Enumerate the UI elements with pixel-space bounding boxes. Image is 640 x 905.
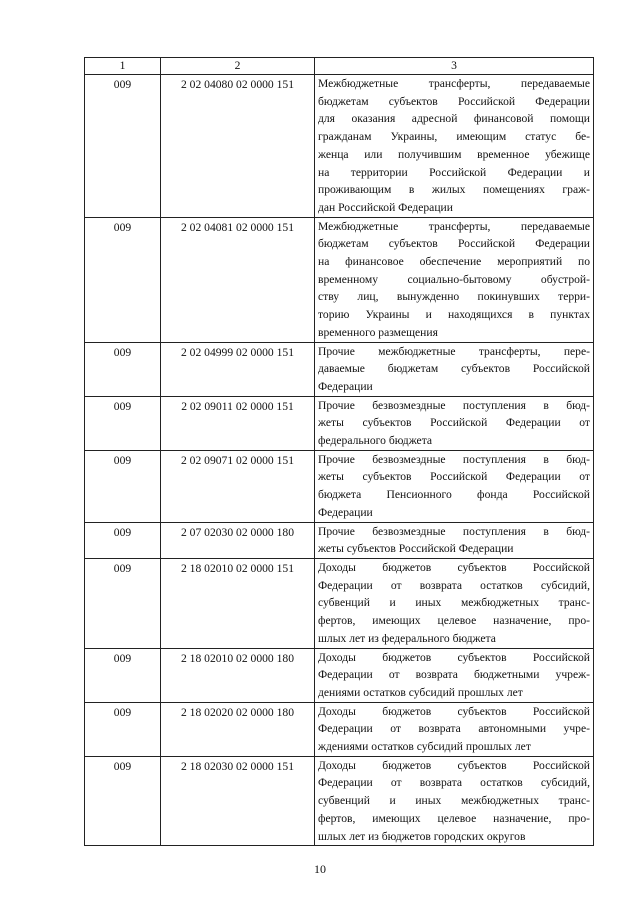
description-line: бюджетам субъектов Российской Федерации: [318, 94, 590, 108]
description-line: для оказания адресной финансовой помощи: [318, 112, 590, 126]
revenue-code-cell: 2 02 09011 02 0000 151: [161, 396, 315, 450]
table-row: [85, 450, 594, 522]
description-line: гражданам Украины, имеющим статус бе-: [318, 130, 590, 144]
description-line: ству лиц, вынужденно покинувших терри-: [318, 290, 590, 304]
revenue-code-cell: 2 18 02030 02 0000 151: [161, 756, 315, 846]
revenue-code-cell: 2 02 04081 02 0000 151: [161, 217, 315, 342]
description-line: Доходы бюджетов субъектов Российской: [318, 650, 590, 664]
revenue-code-cell: 2 18 02020 02 0000 180: [161, 702, 315, 756]
description-line: Федерации: [318, 505, 373, 519]
revenue-code-cell: 2 18 02010 02 0000 180: [161, 648, 315, 702]
description-line: на финансовое обеспечение мероприятий по: [318, 255, 590, 269]
table-row: [85, 702, 594, 756]
description-cell: [315, 756, 594, 846]
admin-code-cell: 009: [85, 522, 161, 558]
description-cell: [315, 450, 594, 522]
description-line: ждениями остатков субсидий прошлых лет: [318, 740, 531, 754]
description-cell: [315, 75, 594, 218]
column-header-1: 1: [85, 58, 161, 75]
description-line: временному социально-бытовому обустрой-: [318, 272, 590, 286]
description-line: Федерации от возврата остатков субсидий,: [318, 578, 590, 592]
admin-code-cell: 009: [85, 217, 161, 342]
description-line: Федерации от возврата остатков субсидий,: [318, 776, 590, 790]
description-line: Прочие безвозмездные поступления в бюд-: [318, 452, 590, 466]
description-line: Доходы бюджетов субъектов Российской: [318, 758, 590, 772]
description-line: торию Украины и находящихся в пунктах: [318, 308, 590, 322]
admin-code-cell: 009: [85, 648, 161, 702]
description-line: субвенций и иных межбюджетных транс-: [318, 794, 590, 808]
description-line: Федерации от возврата бюджетными учреж-: [318, 668, 590, 682]
revenue-code-cell: 2 02 04999 02 0000 151: [161, 342, 315, 396]
table-row: [85, 522, 594, 558]
description-line: Доходы бюджетов субъектов Российской: [318, 704, 590, 718]
revenue-code-cell: 2 02 04080 02 0000 151: [161, 75, 315, 218]
description-line: дан Российской Федерации: [318, 200, 453, 214]
admin-code-cell: 009: [85, 342, 161, 396]
revenue-codes-table: [84, 57, 594, 846]
description-line: Федерации: [318, 379, 373, 393]
table-row: [85, 648, 594, 702]
column-header-3: 3: [315, 58, 594, 75]
table-row: [85, 756, 594, 846]
admin-code-cell: 009: [85, 450, 161, 522]
description-line: Доходы бюджетов субъектов Российской: [318, 560, 590, 574]
description-cell: [315, 522, 594, 558]
description-line: фертов, имеющих целевое назначение, про-: [318, 811, 590, 825]
description-line: женца или получившим временное убежище: [318, 147, 590, 161]
description-line: бюджета Пенсионного фонда Российской: [318, 488, 590, 502]
admin-code-cell: 009: [85, 396, 161, 450]
description-line: шлых лет из бюджетов городских округов: [318, 829, 526, 843]
description-line: Прочие межбюджетные трансферты, пере-: [318, 344, 590, 358]
description-line: шлых лет из федерального бюджета: [318, 631, 496, 645]
description-line: временного размещения: [318, 325, 438, 339]
table-row: [85, 217, 594, 342]
revenue-code-cell: 2 07 02030 02 0000 180: [161, 522, 315, 558]
description-cell: [315, 702, 594, 756]
description-line: на территории Российской Федерации и: [318, 165, 590, 179]
admin-code-cell: 009: [85, 756, 161, 846]
description-line: Межбюджетные трансферты, передаваемые: [318, 219, 590, 233]
admin-code-cell: 009: [85, 558, 161, 648]
table-row: [85, 558, 594, 648]
description-line: бюджетам субъектов Российской Федерации: [318, 237, 590, 251]
table-row: [85, 75, 594, 218]
admin-code-cell: 009: [85, 702, 161, 756]
description-line: дениями остатков субсидий прошлых лет: [318, 685, 523, 699]
description-cell: [315, 558, 594, 648]
description-line: Межбюджетные трансферты, передаваемые: [318, 77, 590, 90]
revenue-code-cell: 2 02 09071 02 0000 151: [161, 450, 315, 522]
description-line: жеты субъектов Российской Федерации от: [318, 416, 590, 430]
table-body: [85, 75, 594, 846]
description-line: Федерации от возврата автономными учре-: [318, 722, 590, 736]
description-cell: [315, 342, 594, 396]
revenue-code-cell: 2 18 02010 02 0000 151: [161, 558, 315, 648]
description-cell: [315, 217, 594, 342]
description-line: жеты субъектов Российской Федерации от: [318, 470, 590, 484]
description-line: жеты субъектов Российской Федерации: [318, 542, 514, 556]
description-line: даваемые бюджетам субъектов Российской: [318, 362, 590, 376]
description-cell: [315, 648, 594, 702]
table-row: [85, 342, 594, 396]
page-number: 10: [314, 862, 326, 876]
header-row: [85, 58, 594, 75]
description-line: фертов, имеющих целевое назначение, про-: [318, 614, 590, 628]
admin-code-cell: 009: [85, 75, 161, 218]
column-header-2: 2: [161, 58, 315, 75]
table-row: [85, 396, 594, 450]
description-cell: [315, 396, 594, 450]
description-line: Прочие безвозмездные поступления в бюд-: [318, 524, 590, 538]
description-line: проживающим в жилых помещениях граж-: [318, 183, 590, 197]
description-line: субвенций и иных межбюджетных транс-: [318, 596, 590, 610]
description-line: Прочие безвозмездные поступления в бюд-: [318, 398, 590, 412]
description-line: федерального бюджета: [318, 434, 433, 448]
